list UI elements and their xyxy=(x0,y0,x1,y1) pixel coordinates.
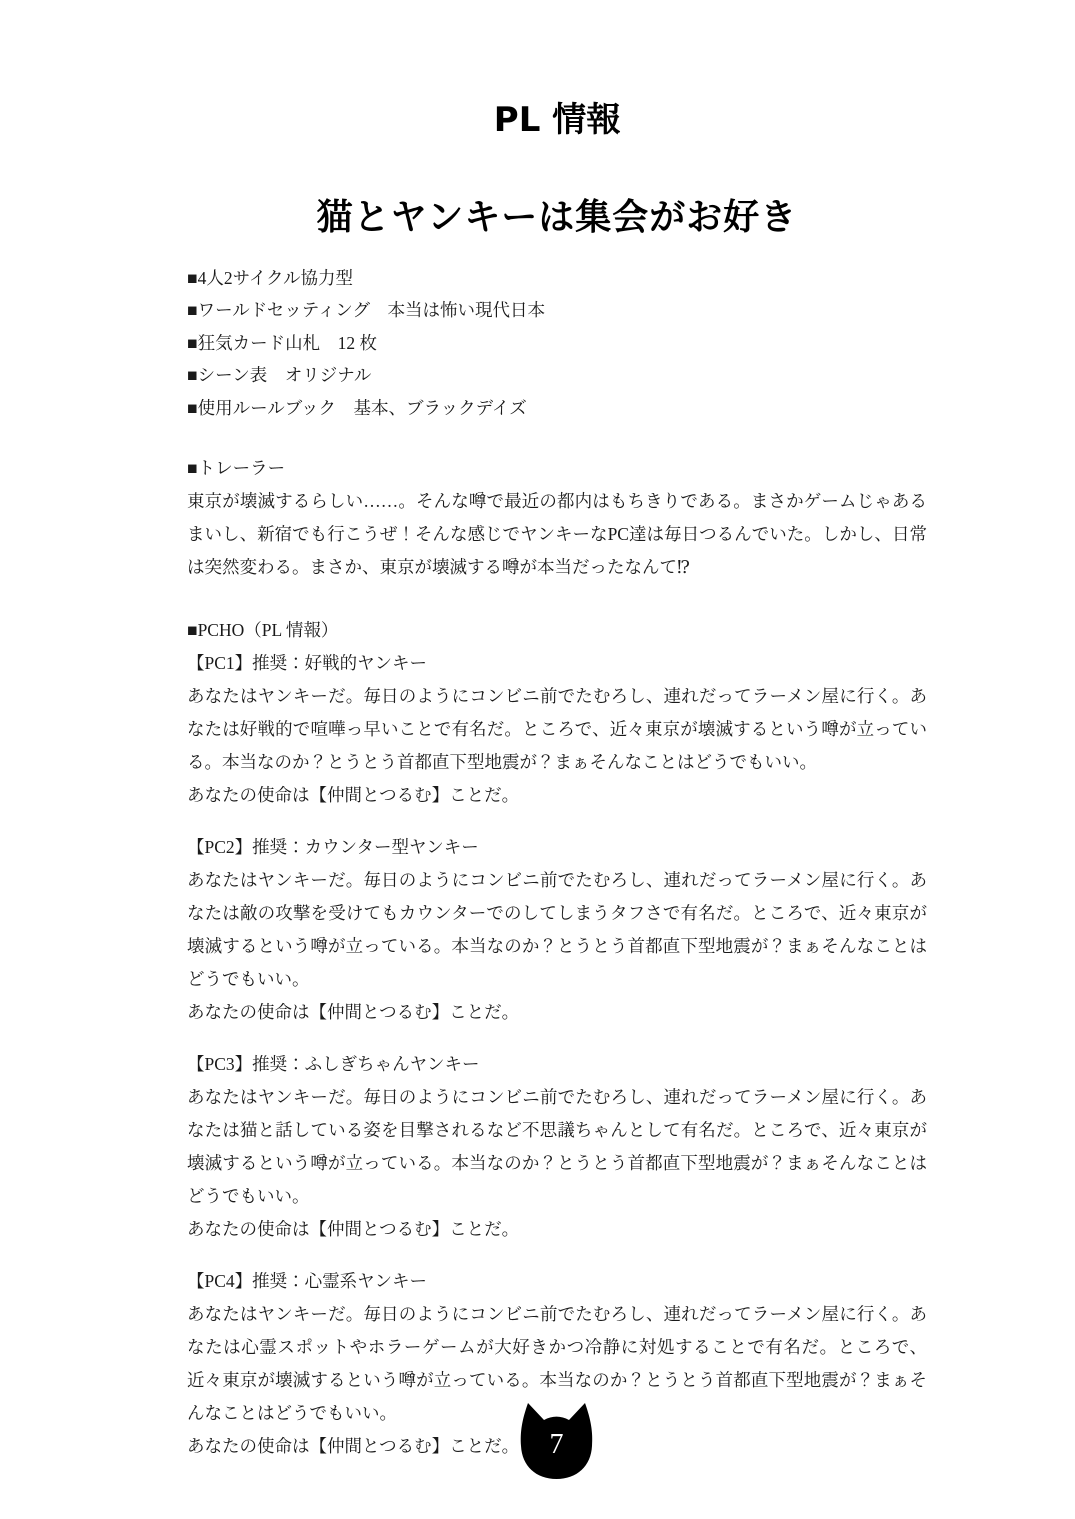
page-title: PL 情報 xyxy=(493,100,621,140)
spec-item: ■ワールドセッティング 本当は怖い現代日本 xyxy=(187,300,545,321)
trailer-section xyxy=(187,452,927,584)
page-content xyxy=(187,0,927,1463)
trailer-heading: ■トレーラー xyxy=(187,458,286,479)
page-footer-marker xyxy=(518,1402,595,1480)
scenario-title: 猫とヤンキーは集会がお好き xyxy=(316,197,798,238)
spec-item: ■使用ルールブック 基本、ブラックデイズ xyxy=(187,397,527,418)
spec-item: ■4人2サイクル協力型 xyxy=(187,268,353,288)
scenario-spec-list xyxy=(187,262,927,424)
pc1-body: あなたはヤンキーだ。毎日のようにコンビニ前でたむろし、連れだってラーメン屋に行く。あなたは好戦的で喧嘩っ早いことで有名だ。ところで、近々東京が壊滅するという噂が立っている。本当なのか？とうとう首都直下型地震が？まぁそんなことはどうでもいい。 xyxy=(187,686,927,773)
pc-entry-2 xyxy=(187,831,927,1029)
pc-entry-1 xyxy=(187,647,927,812)
spec-item: ■狂気カード山札 12 枚 xyxy=(187,332,377,353)
pcho-heading: ■PCHO（PL 情報） xyxy=(187,620,339,641)
pc3-mission: あなたの使命は【仲間とつるむ】ことだ。 xyxy=(187,1219,520,1240)
pc2-body: あなたはヤンキーだ。毎日のようにコンビニ前でたむろし、連れだってラーメン屋に行く。あなたは敵の攻撃を受けてもカウンターでのしてしまうタフさで有名だ。ところで、近々東京が壊滅するという噂が立っている。本当なのか？とうとう首都直下型地震が？まぁそんなことはどうでもいい。 xyxy=(187,870,927,990)
trailer-body: 東京が壊滅するらしい……。そんな噂で最近の都内はもちきりである。まさかゲームじゃあるまいし、新宿でも行こうぜ！そんな感じでヤンキーなPC達は毎日つるんでいた。しかし、日常は突然変わる。まさか、東京が壊滅する噂が本当だったなんて⁉ xyxy=(187,491,927,578)
pc2-label: 【PC2】推奨：カウンター型ヤンキー xyxy=(187,837,479,858)
pc4-mission: あなたの使命は【仲間とつるむ】ことだ。 xyxy=(187,1436,520,1457)
pc3-body: あなたはヤンキーだ。毎日のようにコンビニ前でたむろし、連れだってラーメン屋に行く。あなたは猫と話している姿を目撃されるなど不思議ちゃんとして有名だ。ところで、近々東京が壊滅するという噂が立っている。本当なのか？とうとう首都直下型地震が？まぁそんなことはどうでもいい。 xyxy=(187,1087,927,1207)
pc4-body: あなたはヤンキーだ。毎日のようにコンビニ前でたむろし、連れだってラーメン屋に行く。あなたは心霊スポットやホラーゲームが大好きかつ冷静に対処することで有名だ。ところで、近々東京が壊滅するという噂が立っている。本当なのか？とうとう首都直下型地震が？まぁそんなことはどうでもいい。 xyxy=(187,1304,927,1424)
pc1-mission: あなたの使命は【仲間とつるむ】ことだ。 xyxy=(187,785,520,806)
page-number: 7 xyxy=(549,1429,564,1460)
spec-item: ■シーン表 オリジナル xyxy=(187,365,372,386)
pc1-label: 【PC1】推奨：好戦的ヤンキー xyxy=(187,653,427,674)
pcho-section xyxy=(187,614,927,1463)
pc2-mission: あなたの使命は【仲間とつるむ】ことだ。 xyxy=(187,1002,520,1023)
pc4-label: 【PC4】推奨：心霊系ヤンキー xyxy=(187,1271,427,1292)
pc-entry-3 xyxy=(187,1048,927,1246)
pc3-label: 【PC3】推奨：ふしぎちゃんヤンキー xyxy=(187,1054,480,1075)
